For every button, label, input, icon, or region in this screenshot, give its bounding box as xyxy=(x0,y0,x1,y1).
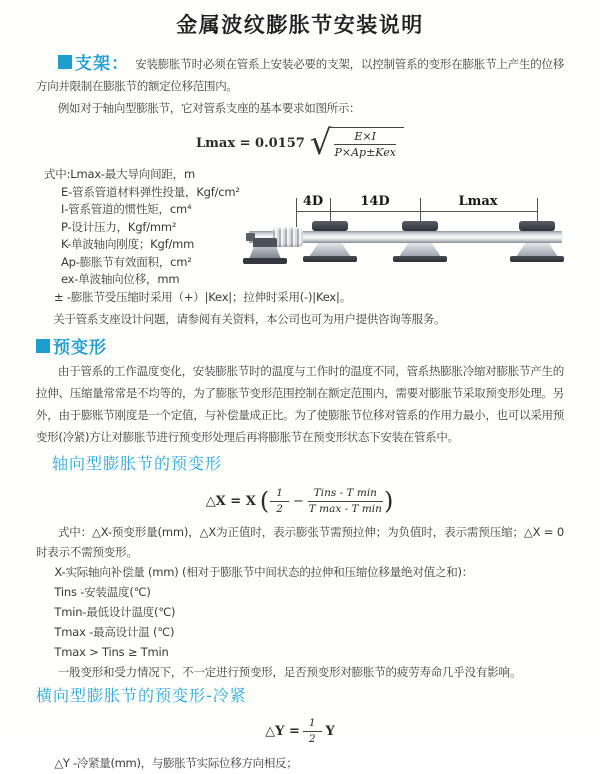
support-cap xyxy=(519,221,555,231)
definition-line: ex-单波轴向位移，mm xyxy=(61,272,180,286)
pipe-support xyxy=(302,221,358,263)
anchor-clamp xyxy=(253,238,277,248)
axial-subtitle xyxy=(52,453,564,476)
pipe-anchor xyxy=(239,238,291,272)
temperature-fraction xyxy=(308,487,383,515)
pipe-support xyxy=(509,221,565,263)
temp-numerator: Tins - T min xyxy=(308,487,383,502)
note-line: 一般变形和受力情况下，不一定进行预变形，足否预变形对膨胀节的疲劳寿命几乎没有影响。 xyxy=(57,665,522,679)
half-denominator: 2 xyxy=(308,732,316,745)
note-line: Tmax -最高设计温 (℃) xyxy=(54,625,175,639)
note-line: 式中：△X-预变形量(mm)，△X为正值时，表示膨张节需预拉伸；为负值时，表示需预压缩；△X = 0时表示不需预变形。 xyxy=(36,525,564,559)
note-line: X-实际轴向补偿量 (mm) (相对于膨胀节中间状态的拉伸和压缩位移量绝对值之和)： xyxy=(54,565,474,579)
note-line: Tins -安装温度(℃) xyxy=(54,585,151,599)
half-numerator: 1 xyxy=(303,717,322,732)
support-base xyxy=(393,256,447,262)
dim-label-4d: 4D xyxy=(299,194,327,209)
support-cap xyxy=(312,221,348,231)
open-paren: ( xyxy=(259,487,270,515)
one-half-fraction xyxy=(303,717,322,745)
lmax-formula-numerator: E×I xyxy=(334,130,395,145)
support-intro-text: 安装膨胀节时必须在管系上安装必要的支架，以控制管系的变形在膨胀节上产生的位移方向并限制在膨胀节的额定位移范围内。 xyxy=(36,57,564,93)
support-section-title: 支架： xyxy=(74,54,130,74)
temp-denominator: T max - T min xyxy=(308,502,382,515)
support-note: 关于管系支座设计问题，请参阅有关资料，本公司也可为用户提供咨询等服务。 xyxy=(53,312,446,326)
lmax-formula-denominator: P×Ap±Kex xyxy=(334,146,396,159)
support-pedestal xyxy=(516,243,558,257)
support-base xyxy=(303,256,357,262)
axial-notes xyxy=(36,522,564,682)
dim-label-lmax: Lmax xyxy=(454,194,501,209)
lateral-subtitle-text: 横向型膨胀节的预变形-冷紧 xyxy=(36,686,247,705)
dimension-line xyxy=(296,211,537,212)
anchor-base xyxy=(243,258,287,264)
delta-x-lhs: △X = X xyxy=(205,493,256,509)
page-title: 金属波纹膨胀节安装说明 xyxy=(176,13,424,37)
support-cap xyxy=(402,221,438,231)
definition-line: 式中:Lmax-最大导向间距，m xyxy=(44,167,195,181)
half-denominator: 2 xyxy=(276,502,283,515)
square-root-icon: √ xyxy=(309,123,332,163)
definition-line: E-管系管道材料弹性投量，Kgf/cm² xyxy=(61,184,240,199)
pipe-support-diagram xyxy=(243,194,593,286)
lateral-subtitle xyxy=(36,685,564,708)
predeform-header-line xyxy=(36,336,564,360)
section-marker-icon xyxy=(58,55,72,69)
definition-line: ± -膨胀节受压缩时采用（+）|Kex|；拉伸时采用(-)|Kex|。 xyxy=(54,289,351,304)
one-half-fraction xyxy=(270,487,289,515)
support-intro-paragraph xyxy=(36,53,564,97)
lmax-formula-fraction xyxy=(334,130,395,159)
support-base xyxy=(510,256,564,262)
note-line: Tmin-最低设计温度(℃) xyxy=(54,605,176,619)
lmax-formula-root-box xyxy=(328,127,403,159)
lateral-note: △Y -冷紧量(mm)，与膨胀节实际位移方向相反； xyxy=(54,756,298,770)
axial-subtitle-text: 轴向型膨胀节的预变形 xyxy=(52,454,223,473)
lmax-formula-lhs: Lmax = 0.0157 xyxy=(196,135,305,151)
close-paren: ) xyxy=(383,487,394,515)
support-example-line: 例如对于轴向型膨胀节，它对管系支座的基本要求如图所示： xyxy=(57,101,361,115)
definition-line: K-单波轴向刚度；Kgf/mm xyxy=(61,237,195,251)
definition-line: I-管系管道的惯性矩，cm⁴ xyxy=(61,202,192,216)
note-line: Tmax > Tins ≥ Tmin xyxy=(54,645,169,659)
delta-y-formula xyxy=(36,716,564,746)
predeform-section-title: 预变形 xyxy=(53,338,107,358)
delta-x-formula xyxy=(36,485,564,517)
lmax-formula xyxy=(36,124,564,162)
support-pedestal xyxy=(399,243,441,257)
predeform-body-paragraph: 由于管系的工作温度变化，安装膨胀节时的温度与工作时的温度不同，管系热膨胀冷缩对膨胀节产生的拉伸、压缩量常常是不均等的，为了膨胀节变形范围控制在额定范围内，需要对膨胀节采取预变形处理。另外，由于膨账节刚度是一个定值，与补偿量成正比。为了使膨胀节位移对管系的作用力最小，也可以采用预变形(冷紧)方让对膨胀节进行预变形处理后再将膨胀节在预变形状态下安装在管系中。 xyxy=(36,364,564,444)
pipe-support xyxy=(392,221,448,263)
definition-line: Ap-膨胀节有效面积，cm² xyxy=(61,254,192,269)
half-numerator: 1 xyxy=(270,487,289,502)
dim-label-14d: 14D xyxy=(356,194,393,209)
support-pedestal xyxy=(309,243,351,257)
delta-y-lhs: △Y = xyxy=(265,723,300,739)
section-marker-icon xyxy=(36,339,50,353)
delta-y-rhs: Y xyxy=(325,723,335,739)
minus-sign: − xyxy=(292,493,304,509)
definition-line: P-设计压力，Kgf/mm² xyxy=(61,219,177,234)
